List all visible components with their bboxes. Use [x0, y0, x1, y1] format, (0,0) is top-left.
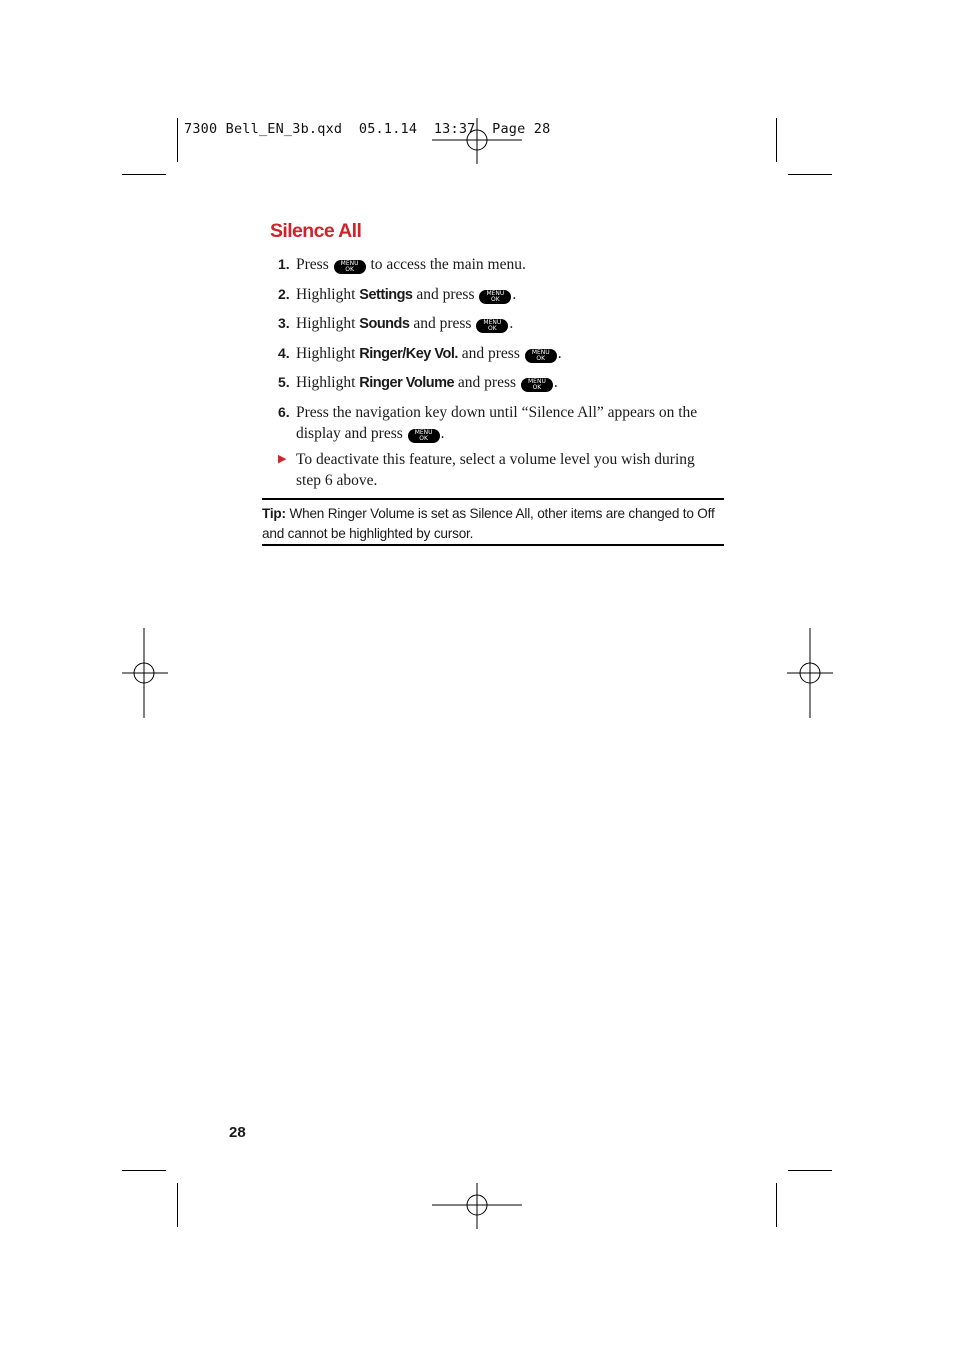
note-text: To deactivate this feature, select a volume level you wish during step 6 above.	[296, 451, 695, 489]
crop-mark	[122, 174, 166, 175]
menu-keyword: Ringer Volume	[359, 375, 455, 391]
step-text: and press	[454, 374, 517, 391]
step-number: 4.	[278, 345, 290, 361]
step-text: Press	[296, 256, 329, 273]
step-number: 6.	[278, 404, 290, 420]
menu-keyword: Settings	[359, 287, 413, 303]
section-heading: Silence All	[270, 220, 362, 242]
bullet-arrow-icon: ▶	[278, 453, 287, 465]
crop-mark	[177, 118, 178, 162]
menu-ok-key-icon: MENU OK	[476, 319, 508, 333]
step-text: to access the main menu.	[366, 256, 526, 273]
step-text: Highlight	[296, 315, 360, 332]
tip-box	[262, 498, 724, 546]
step-number: 2.	[278, 286, 290, 302]
menu-ok-key-icon: MENU OK	[408, 429, 440, 443]
step-text: Highlight	[296, 286, 360, 303]
crop-mark	[776, 1183, 777, 1227]
step-text: Highlight	[296, 374, 360, 391]
crop-mark	[788, 1170, 832, 1171]
menu-ok-key-icon: MENU OK	[334, 260, 366, 274]
step-text: .	[440, 425, 445, 442]
crop-mark	[177, 1183, 178, 1227]
menu-ok-key-icon: MENU OK	[525, 349, 557, 363]
tip-text: When Ringer Volume is set as Silence All, other items are changed to Off and cannot be highlighted by cursor.	[262, 506, 715, 541]
tip-label: Tip:	[262, 506, 286, 521]
registration-mark	[787, 628, 833, 718]
step-text: Press the navigation key down until “Silence All” appears on the display and press	[296, 404, 698, 442]
registration-mark	[432, 1183, 522, 1229]
step-text: .	[557, 345, 562, 362]
crop-mark	[776, 118, 777, 162]
step-text: and press	[412, 286, 475, 303]
registration-mark	[122, 628, 168, 718]
page-number: 28	[229, 1124, 246, 1141]
menu-keyword: Sounds	[359, 316, 410, 332]
menu-ok-key-icon: MENU OK	[521, 378, 553, 392]
crop-mark	[122, 1170, 166, 1171]
crop-mark	[788, 174, 832, 175]
step-number: 3.	[278, 315, 290, 331]
step-text: Highlight	[296, 345, 360, 362]
step-text: and press	[457, 345, 520, 362]
file-slug: 7300 Bell_EN_3b.qxd 05.1.14 13:37 Page 28	[184, 121, 551, 137]
step-number: 5.	[278, 374, 290, 390]
step-text: .	[512, 286, 517, 303]
menu-ok-key-icon: MENU OK	[479, 290, 511, 304]
step-text: and press	[409, 315, 472, 332]
step-text: .	[509, 315, 514, 332]
step-text: .	[553, 374, 558, 391]
step-number: 1.	[278, 256, 290, 272]
menu-keyword: Ringer/Key Vol.	[359, 346, 458, 362]
